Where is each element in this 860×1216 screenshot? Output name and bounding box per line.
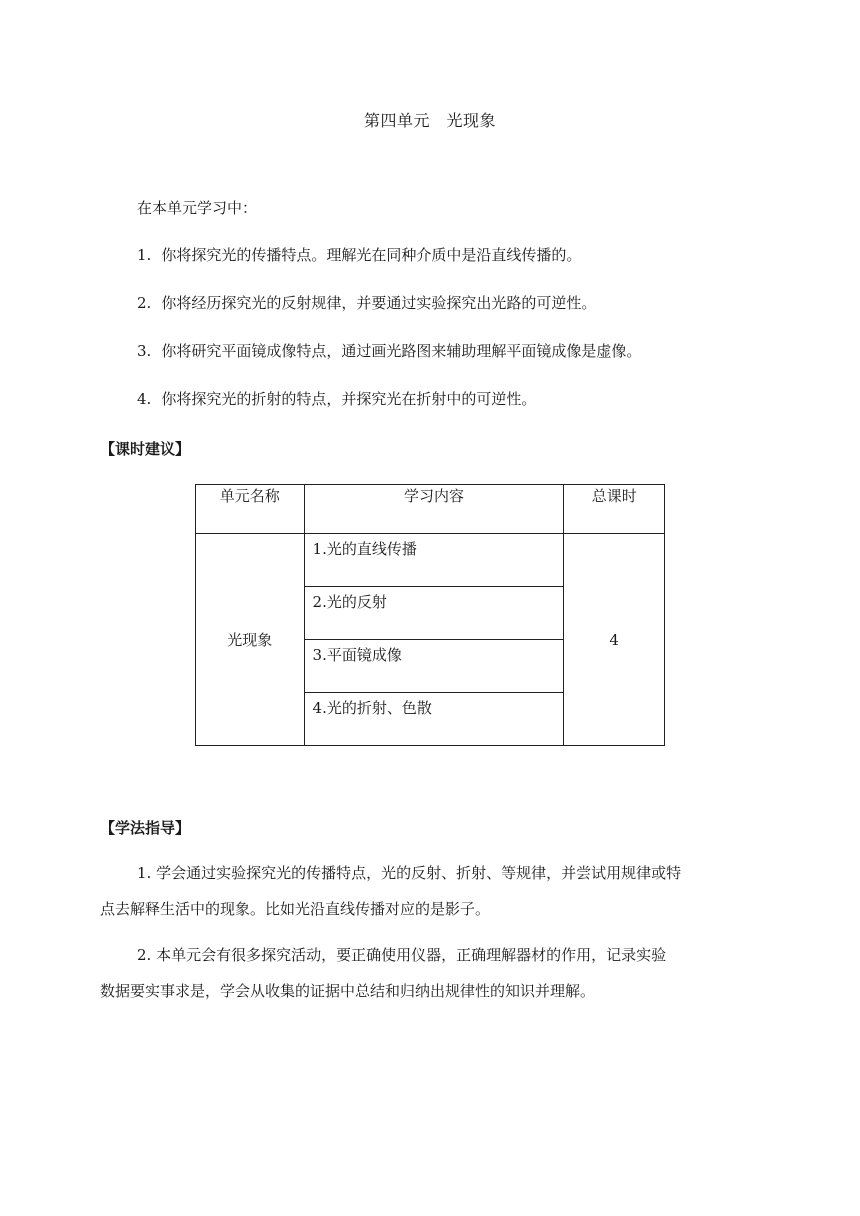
total-hours-cell: 4	[564, 534, 665, 746]
study-guide-item-1-line-2: 点去解释生活中的现象。比如光沿直线传播对应的是影子。	[100, 900, 491, 918]
goal-number: 1.	[137, 246, 152, 264]
goal-text: 你将探究光的折射的特点，并探究光在折射中的可逆性。	[161, 390, 537, 408]
content-cell: 1.光的直线传播	[304, 534, 564, 587]
header-content: 学习内容	[304, 485, 564, 534]
study-guide-item-1-line-1: 1. 学会通过实验探究光的传播特点，光的反射、折射、等规律，并尝试用规律或特	[137, 864, 682, 882]
lesson-suggestion-heading: 【课时建议】	[100, 440, 191, 458]
goal-number: 2.	[137, 294, 152, 312]
table-header-row	[196, 485, 665, 534]
content-cell: 2.光的反射	[304, 587, 564, 640]
content-cell: 4.光的折射、色散	[304, 693, 564, 746]
goal-item-1	[137, 245, 581, 265]
header-total-hours: 总课时	[564, 485, 665, 534]
goal-number: 3.	[137, 342, 152, 360]
goal-text: 你将研究平面镜成像特点，通过画光路图来辅助理解平面镜成像是虚像。	[161, 342, 642, 360]
lesson-plan-table	[195, 484, 665, 746]
goal-text: 你将探究光的传播特点。理解光在同种介质中是沿直线传播的。	[161, 246, 582, 264]
unit-name-cell: 光现象	[196, 534, 305, 746]
goal-item-2	[137, 293, 596, 313]
table-row	[196, 534, 665, 587]
goal-text: 你将经历探究光的反射规律，并要通过实验探究出光路的可逆性。	[161, 294, 597, 312]
page-title: 第四单元 光现象	[363, 111, 496, 130]
header-unit-name: 单元名称	[196, 485, 305, 534]
study-guide-item-2-line-2: 数据要实事求是，学会从收集的证据中总结和归纳出规律性的知识并理解。	[100, 982, 596, 1000]
study-guide-item-2-line-1: 2. 本单元会有很多探究活动，要正确使用仪器，正确理解器材的作用，记录实验	[137, 946, 667, 964]
content-cell: 3.平面镜成像	[304, 640, 564, 693]
intro-text: 在本单元学习中：	[137, 199, 258, 217]
goal-item-4	[137, 389, 536, 409]
goal-item-3	[137, 341, 641, 361]
goal-number: 4.	[137, 390, 152, 408]
study-guide-heading: 【学法指导】	[100, 819, 191, 837]
